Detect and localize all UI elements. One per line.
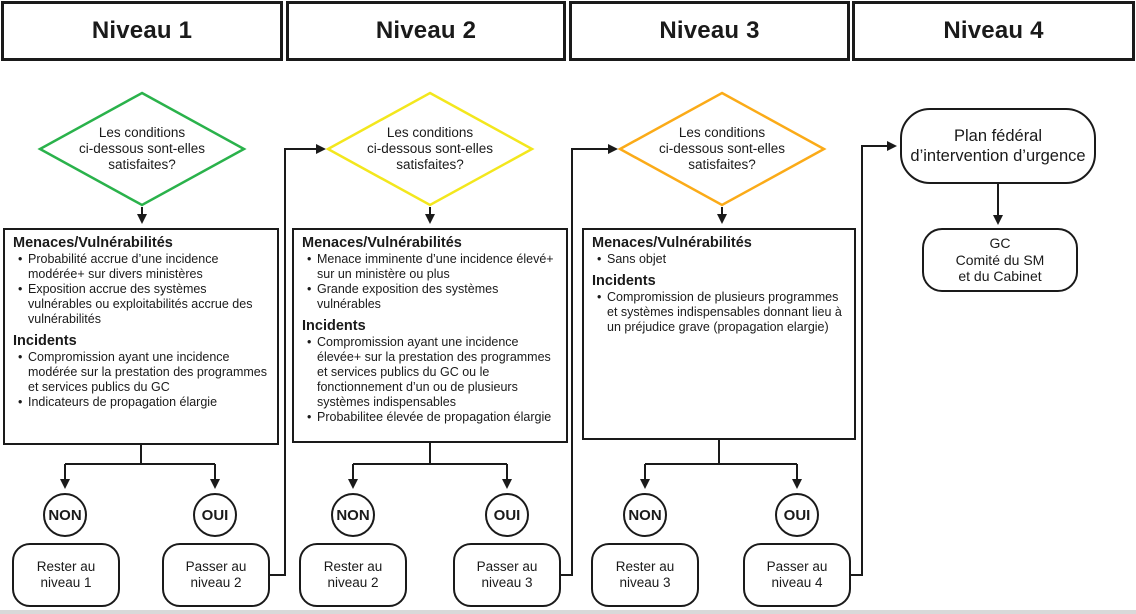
oui-circle-level-1: OUI — [193, 493, 237, 537]
list-item: • Grande exposition des systèmes vulnérables — [317, 282, 559, 312]
question-line: satisfaites? — [688, 157, 756, 172]
go-level-3-box: Passer au niveau 3 — [453, 543, 561, 607]
threats-list — [592, 252, 847, 267]
bottom-edge-strip — [0, 610, 1136, 614]
incidents-list — [592, 290, 847, 335]
federal-emergency-plan-box: Plan fédéral d’intervention d’urgence — [900, 108, 1096, 184]
conditions-box-level-3 — [582, 228, 856, 440]
incidents-list — [13, 350, 270, 410]
go-level-2-box: Passer au niveau 2 — [162, 543, 270, 607]
question-line: Les conditions — [98, 125, 186, 140]
list-item: • Exposition accrue des systèmes vulnérables ou exploitabilités accrue des vulnérabilités — [28, 282, 270, 327]
non-circle-level-1: NON — [43, 493, 87, 537]
list-item: • Compromission ayant une incidence modérée sur la prestation des programmes et services publics du GC — [28, 350, 270, 395]
question-line: ci-dessous sont-elles — [366, 141, 494, 156]
incidents-heading: Incidents — [592, 273, 656, 289]
incidents-list — [302, 335, 559, 425]
committee-line: et du Cabinet — [958, 268, 1042, 285]
conditions-box-level-1 — [3, 228, 279, 445]
threats-heading: Menaces/Vulnérabilités — [302, 235, 462, 251]
decision-diamond-level-2 — [325, 90, 535, 208]
list-item: • Probabilitee élevée de propagation élargie — [317, 410, 559, 425]
list-item: • Indicateurs de propagation élargie — [28, 395, 270, 410]
threats-heading: Menaces/Vulnérabilités — [592, 235, 752, 251]
oui-circle-level-2: OUI — [485, 493, 529, 537]
list-item: • Compromission de plusieurs programmes et systèmes indispensables donnant lieu à un préjudice grave (propagation elargie) — [607, 290, 847, 335]
decision-diamond-level-1 — [37, 90, 247, 208]
list-item: • Sans objet — [607, 252, 847, 267]
non-circle-level-3: NON — [623, 493, 667, 537]
question-line: satisfaites? — [108, 157, 176, 172]
question-line: Les conditions — [386, 125, 474, 140]
question-line: satisfaites? — [396, 157, 464, 172]
list-item: • Menace imminente d’une incidence élevé+ sur un ministère ou plus — [317, 252, 559, 282]
non-circle-level-2: NON — [331, 493, 375, 537]
list-item: • Probabilité accrue d’une incidence modérée+ sur divers ministères — [28, 252, 270, 282]
oui-circle-level-3: OUI — [775, 493, 819, 537]
header-niveau-1: Niveau 1 — [1, 1, 283, 61]
stay-level-2-box: Rester au niveau 2 — [299, 543, 407, 607]
question-line: ci-dessous sont-elles — [78, 141, 206, 156]
go-level-4-box: Passer au niveau 4 — [743, 543, 851, 607]
threats-list — [302, 252, 559, 312]
incidents-heading: Incidents — [13, 333, 77, 349]
header-niveau-2: Niveau 2 — [286, 1, 566, 61]
conditions-box-level-2 — [292, 228, 568, 443]
list-item: • Compromission ayant une incidence élevée+ sur la prestation des programmes et services publics du GC ou le fonctionnement d’un ou de plusieurs systèmes indispensables — [317, 335, 559, 410]
stay-level-1-box: Rester au niveau 1 — [12, 543, 120, 607]
decision-question — [37, 90, 247, 208]
gc-committee-box — [922, 228, 1078, 292]
threats-heading: Menaces/Vulnérabilités — [13, 235, 173, 251]
question-line: Les conditions — [678, 125, 766, 140]
question-line: ci-dessous sont-elles — [658, 141, 786, 156]
committee-line: Comité du SM — [955, 251, 1045, 268]
header-niveau-4: Niveau 4 — [852, 1, 1135, 61]
decision-question — [617, 90, 827, 208]
header-niveau-3: Niveau 3 — [569, 1, 850, 61]
decision-diamond-level-3 — [617, 90, 827, 208]
committee-line: GC — [989, 235, 1011, 252]
decision-question — [325, 90, 535, 208]
threats-list — [13, 252, 270, 327]
stay-level-3-box: Rester au niveau 3 — [591, 543, 699, 607]
incidents-heading: Incidents — [302, 318, 366, 334]
